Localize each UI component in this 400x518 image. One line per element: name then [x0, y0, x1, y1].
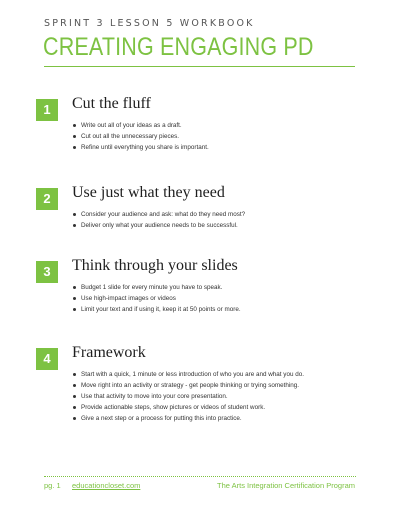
bullet-item: Move right into an activity or strategy - get people thinking or trying something.: [72, 380, 304, 391]
bullet-item: Give a next step or a process for putting this into practice.: [72, 413, 304, 424]
website-link[interactable]: educationcloset.com: [72, 481, 141, 490]
bullet-item: Refine until everything you share is important.: [72, 142, 209, 153]
section-number-badge: 2: [36, 188, 58, 210]
section-title: Framework: [72, 344, 146, 361]
bullet-list: [72, 369, 304, 424]
section-title: Cut the fluff: [72, 95, 151, 112]
bullet-item: Provide actionable steps, show pictures or videos of student work.: [72, 402, 304, 413]
page-number: pg. 1: [44, 481, 61, 490]
bullet-item: Write out all of your ideas as a draft.: [72, 120, 209, 131]
page-title: CREATING ENGAGING PD: [43, 33, 314, 61]
title-divider: [44, 66, 355, 67]
footer-divider: [44, 476, 356, 477]
bullet-item: Budget 1 slide for every minute you have to speak.: [72, 282, 241, 293]
bullet-item: Use high-impact images or videos: [72, 293, 241, 304]
program-name: The Arts Integration Certification Program: [217, 481, 355, 490]
bullet-item: Start with a quick, 1 minute or less introduction of who you are and what you do.: [72, 369, 304, 380]
bullet-item: Deliver only what your audience needs to be successful.: [72, 220, 245, 231]
section-title: Use just what they need: [72, 184, 225, 201]
section-number-badge: 4: [36, 348, 58, 370]
bullet-list: [72, 209, 245, 231]
bullet-list: [72, 282, 241, 315]
bullet-item: Use that activity to move into your core presentation.: [72, 391, 304, 402]
section-number-badge: 1: [36, 99, 58, 121]
section-number-badge: 3: [36, 261, 58, 283]
bullet-item: Limit your text and if using it, keep it at 50 points or more.: [72, 304, 241, 315]
bullet-list: [72, 120, 209, 153]
bullet-item: Cut out all the unnecessary pieces.: [72, 131, 209, 142]
workbook-kicker: SPRINT 3 LESSON 5 WORKBOOK: [44, 18, 255, 29]
bullet-item: Consider your audience and ask: what do they need most?: [72, 209, 245, 220]
section-title: Think through your slides: [72, 257, 238, 274]
